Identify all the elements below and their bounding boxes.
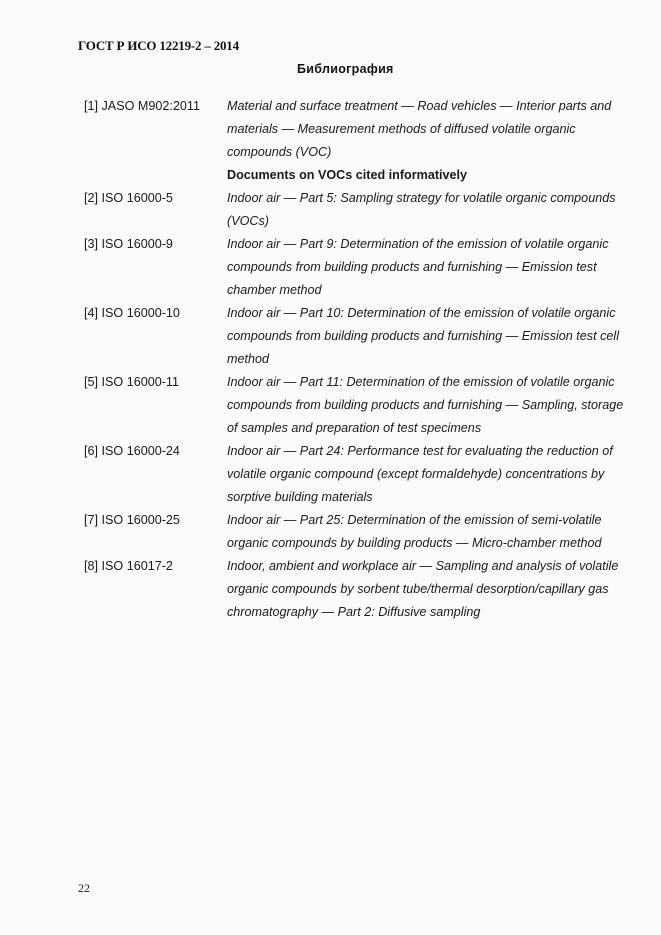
page-number: 22 xyxy=(78,881,90,895)
entry-reference: [6] ISO 16000-24 xyxy=(84,444,180,458)
entry-description: Material and surface treatment — Road vehicles — Interior parts and materials — Measurement methods of diffused volatile organic compounds (VOC) xyxy=(227,99,612,159)
subheading-text: Documents on VOCs cited informatively xyxy=(227,168,468,182)
bibliography-entry xyxy=(84,371,634,440)
bibliography-entry xyxy=(84,233,634,302)
entry-reference: [4] ISO 16000-10 xyxy=(84,306,180,320)
section-title-bibliography: Библиография xyxy=(297,62,394,76)
entry-description: Indoor air — Part 5: Sampling strategy for volatile organic compounds (VOCs) xyxy=(227,191,616,228)
bibliography-entry xyxy=(84,302,634,371)
bibliography-entry xyxy=(84,95,634,164)
bibliography-entry xyxy=(84,509,634,555)
entry-reference: [2] ISO 16000-5 xyxy=(84,191,173,205)
entry-description: Indoor air — Part 9: Determination of the emission of volatile organic compounds from building products and furnishing — Emission test chamber method xyxy=(227,237,609,297)
entry-reference: [8] ISO 16017-2 xyxy=(84,559,173,573)
bibliography-list xyxy=(84,95,634,624)
document-header-standard-id: ГОСТ Р ИСО 12219-2 – 2014 xyxy=(78,38,239,53)
entry-reference: [5] ISO 16000-11 xyxy=(84,375,179,389)
subheading-informative xyxy=(84,164,634,187)
bibliography-entry xyxy=(84,187,634,233)
bibliography-entry xyxy=(84,555,634,624)
entry-description: Indoor, ambient and workplace air — Sampling and analysis of volatile organic compounds by sorbent tube/thermal desorption/capillary gas chromatography — Part 2: Diffusive sampling xyxy=(227,559,619,619)
entry-description: Indoor air — Part 25: Determination of the emission of semi-volatile organic compounds by building products — Micro-chamber method xyxy=(227,513,602,550)
entry-reference: [1] JASO M902:2011 xyxy=(84,99,200,113)
entry-description: Indoor air — Part 24: Performance test for evaluating the reduction of volatile organic compound (except formaldehyde) concentrations by sorptive building materials xyxy=(227,444,613,504)
entry-description: Indoor air — Part 10: Determination of the emission of volatile organic compounds from building products and furnishing — Emission test cell method xyxy=(227,306,619,366)
entry-description: Indoor air — Part 11: Determination of the emission of volatile organic compounds from building products and furnishing — Sampling, storage of samples and preparation of test specimens xyxy=(227,375,624,435)
entry-reference: [7] ISO 16000-25 xyxy=(84,513,180,527)
bibliography-entry xyxy=(84,440,634,509)
entry-reference: [3] ISO 16000-9 xyxy=(84,237,173,251)
